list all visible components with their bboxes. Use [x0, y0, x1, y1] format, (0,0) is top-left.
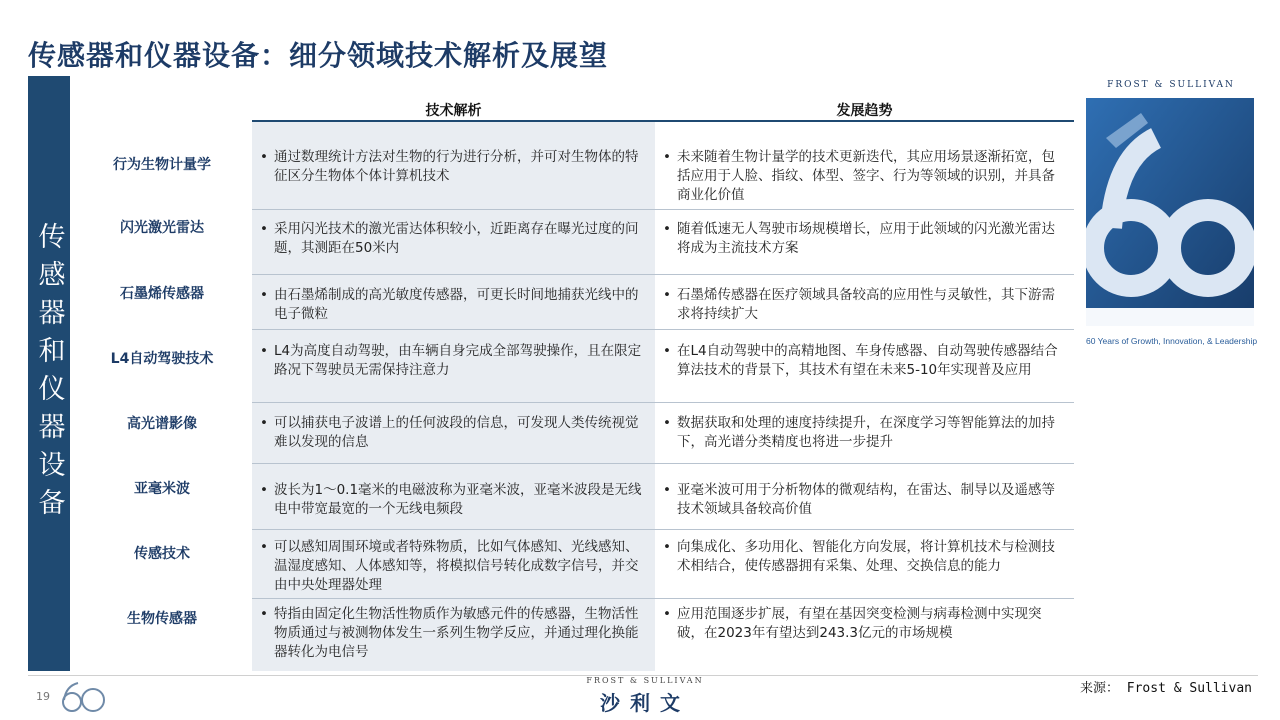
tech-text: 通过数理统计方法对生物的行为进行分析，并可对生物体的特征区分生物体个体计算机技术 — [274, 149, 639, 184]
sixty-footer-icon — [60, 680, 106, 718]
brand-logo — [575, 676, 715, 716]
trend-cell — [655, 599, 1074, 671]
source-note: 来源： Frost & Sullivan — [1079, 681, 1252, 696]
row-label: 闪光激光雷达 — [120, 220, 204, 236]
tech-text: 波长为1～0.1毫米的电磁波称为亚毫米波，亚毫米波段是无线电中带宽最宽的一个无线电频段 — [274, 482, 642, 517]
tech-text: 可以捕获电子波谱上的任何波段的信息，可发现人类传统视觉难以发现的信息 — [274, 415, 639, 450]
column-header-tech: 技术解析 — [425, 103, 482, 119]
tech-cell — [252, 122, 655, 209]
trend-text: 向集成化、多功用化、智能化方向发展，将计算机技术与检测技术相结合，使传感器拥有采集、处理、交换信息的能力 — [677, 539, 1055, 574]
bullet-icon: • — [260, 149, 268, 165]
row-label: 亚毫米波 — [134, 481, 190, 497]
trend-cell — [655, 330, 1074, 402]
row-label: 行为生物计量学 — [113, 157, 211, 173]
bullet-icon: • — [663, 343, 671, 359]
trend-cell — [655, 275, 1074, 329]
bullet-icon: • — [260, 606, 268, 622]
sixty-years-logo — [1086, 98, 1254, 326]
tech-cell — [252, 403, 655, 463]
row-label: 石墨烯传感器 — [120, 286, 204, 302]
trend-cell — [655, 210, 1074, 274]
trend-text: 在L4自动驾驶中的高精地图、车身传感器、自动驾驶传感器结合算法技术的背景下，其技术有望在未来5-10年实现普及应用 — [677, 343, 1058, 378]
page-number: 19 — [36, 690, 50, 703]
bullet-icon: • — [663, 415, 671, 431]
bullet-icon: • — [663, 606, 671, 622]
tech-cell — [252, 530, 655, 598]
row-label: L4自动驾驶技术 — [110, 351, 214, 367]
trend-cell — [655, 464, 1074, 529]
bullet-icon: • — [260, 221, 268, 237]
trend-cell — [655, 122, 1074, 209]
bullet-icon: • — [663, 287, 671, 303]
page-title: 传感器和仪器设备：细分领域技术解析及展望 — [28, 39, 609, 72]
row-label: 高光谱影像 — [127, 416, 197, 432]
brand-cn-text: 沙利文 — [600, 691, 690, 715]
bullet-icon: • — [260, 415, 268, 431]
tech-text: 由石墨烯制成的高光敏度传感器，可更长时间地捕获光线中的电子微粒 — [274, 287, 639, 322]
bullet-icon: • — [663, 482, 671, 498]
bullet-icon: • — [260, 287, 268, 303]
tech-text: L4为高度自动驾驶，由车辆自身完成全部驾驶操作，且在限定路况下驾驶员无需保持注意力 — [274, 343, 642, 378]
tech-text: 特指由固定化生物活性物质作为敏感元件的传感器，生物活性物质通过与被测物体发生一系列生物学反应，并通过理化换能器转化为电信号 — [274, 606, 639, 660]
bullet-icon: • — [663, 539, 671, 555]
frost-sullivan-header: FROST & SULLIVAN — [1107, 80, 1235, 90]
trend-text: 亚毫米波可用于分析物体的微观结构，在雷达、制导以及遥感等技术领域具备较高价值 — [677, 482, 1055, 517]
bullet-icon: • — [260, 343, 268, 359]
tech-cell — [252, 330, 655, 402]
bullet-icon: • — [663, 149, 671, 165]
trend-text: 未来随着生物计量学的技术更新迭代，其应用场景逐渐拓宽，包括应用于人脸、指纹、体型、签字、行为等领域的识别，并具备商业化价值 — [677, 149, 1055, 203]
trend-text: 数据获取和处理的速度持续提升，在深度学习等智能算法的加持下，高光谱分类精度也将进一步提升 — [677, 415, 1055, 450]
row-label: 传感技术 — [134, 546, 190, 562]
trend-text: 石墨烯传感器在医疗领域具备较高的应用性与灵敏性，其下游需求将持续扩大 — [677, 287, 1055, 322]
bullet-icon: • — [663, 221, 671, 237]
column-header-trend: 发展趋势 — [836, 103, 893, 119]
tech-cell — [252, 275, 655, 329]
brand-top-text: FROST & SULLIVAN — [586, 676, 704, 685]
bullet-icon: • — [260, 539, 268, 555]
tech-cell — [252, 464, 655, 529]
tech-text: 可以感知周围环境或者特殊物质，比如气体感知、光线感知、温湿度感知、人体感知等，将模拟信号转化成数字信号，并交由中央处理器处理 — [274, 539, 639, 593]
bullet-icon: • — [260, 482, 268, 498]
logo-tagline: 60 Years of Growth, Innovation, & Leadership — [1086, 336, 1258, 346]
trend-cell — [655, 530, 1074, 598]
trend-text: 应用范围逐步扩展，有望在基因突变检测与病毒检测中实现突破，在2023年有望达到243.3亿元的市场规模 — [677, 606, 1042, 641]
sixty-logo-graphic — [1086, 98, 1254, 326]
trend-text: 随着低速无人驾驶市场规模增长，应用于此领域的闪光激光雷达将成为主流技术方案 — [677, 221, 1055, 256]
side-label: 传感器和仪器设备 — [33, 221, 65, 526]
trend-cell — [655, 403, 1074, 463]
tech-text: 采用闪光技术的激光雷达体积较小，近距离存在曝光过度的问题，其测距在50米内 — [274, 221, 639, 256]
tech-cell — [252, 599, 655, 671]
tech-cell — [252, 210, 655, 274]
row-label: 生物传感器 — [127, 611, 197, 627]
